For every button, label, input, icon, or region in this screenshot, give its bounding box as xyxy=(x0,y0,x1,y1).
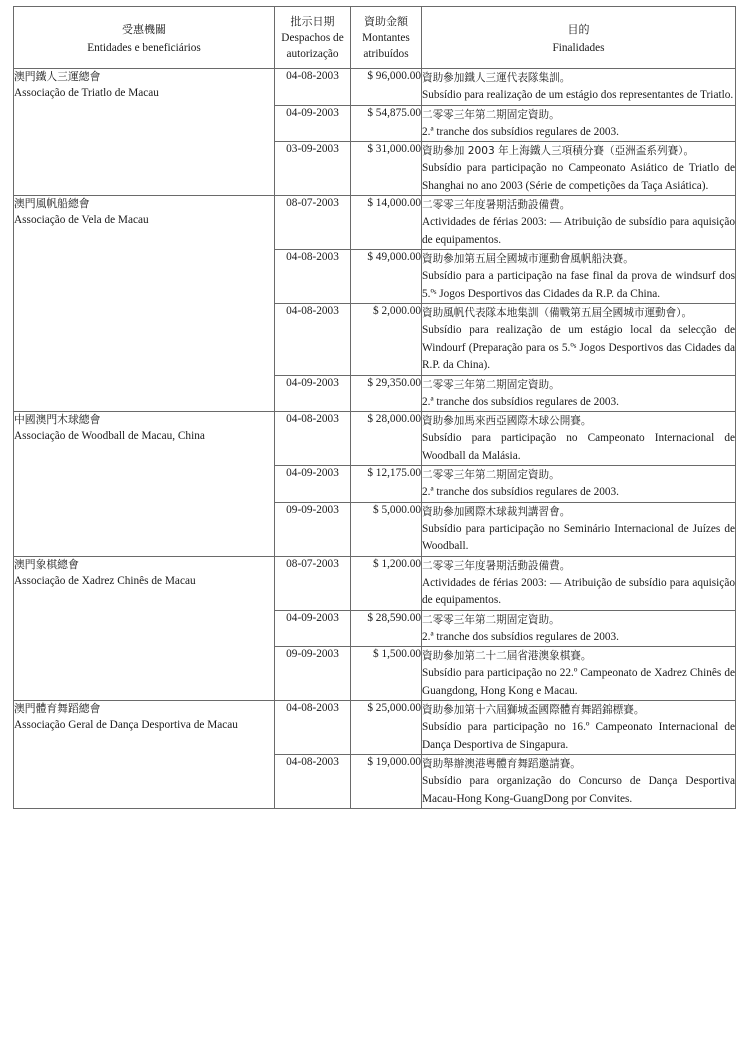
header-entities-pt: Entidades e beneficiários xyxy=(87,41,201,54)
header-entities xyxy=(14,7,275,69)
table-row xyxy=(14,701,736,755)
header-date-zh: 批示日期 xyxy=(290,14,335,28)
purpose-cell xyxy=(422,69,736,106)
purpose-pt: 2.ª tranche dos subsídios regulares de 2003. xyxy=(422,630,620,643)
date-cell: 04-09-2003 xyxy=(275,105,351,142)
amount-cell: $ 1,200.00 xyxy=(351,556,422,610)
date-cell: 03-09-2003 xyxy=(275,142,351,196)
header-amount-pt-2: atribuídos xyxy=(363,47,409,60)
date-cell: 04-08-2003 xyxy=(275,701,351,755)
header-purpose-zh: 目的 xyxy=(567,22,590,36)
date-cell: 04-09-2003 xyxy=(275,610,351,647)
purpose-pt: Actividades de férias 2003: — Atribuição de subsídio para aquisição de equipamentos. xyxy=(422,216,735,246)
entity-name-zh: 澳門體育舞蹈總會 xyxy=(14,702,101,715)
amount-cell: $ 12,175.00 xyxy=(351,466,422,503)
date-cell: 04-08-2003 xyxy=(275,412,351,466)
purpose-zh: 資助參加鐵人三運代表隊集訓。 xyxy=(422,72,571,84)
amount-cell: $ 14,000.00 xyxy=(351,196,422,250)
purpose-zh: 二零零三年度暑期活動設備費。 xyxy=(422,559,571,572)
purpose-pt: Subsídio para participação no Campeonato Internacional de Woodball da Malásia. xyxy=(422,432,735,462)
entity-name-pt: Associação de Xadrez Chinês de Macau xyxy=(14,574,196,587)
amount-cell: $ 19,000.00 xyxy=(351,755,422,809)
entity-name-pt: Associação Geral de Dança Desportiva de Macau xyxy=(14,719,238,731)
grants-table xyxy=(13,6,736,809)
entity-name-zh: 澳門鐵人三運總會 xyxy=(14,70,101,83)
purpose-cell xyxy=(422,412,736,466)
purpose-pt: 2.ª tranche dos subsídios regulares de 2003. xyxy=(422,125,620,138)
purpose-pt: 2.ª tranche dos subsídios regulares de 2003. xyxy=(422,395,620,408)
purpose-cell xyxy=(422,466,736,503)
date-cell: 04-09-2003 xyxy=(275,466,351,503)
entity-cell xyxy=(14,556,275,701)
amount-cell: $ 1,500.00 xyxy=(351,647,422,701)
purpose-cell xyxy=(422,196,736,250)
purpose-zh: 資助風帆代表隊本地集訓（備戰第五屆全國城市運動會）。 xyxy=(422,307,693,319)
amount-cell: $ 96,000.00 xyxy=(351,69,422,106)
purpose-cell xyxy=(422,755,736,809)
header-date-pt-1: Despachos de xyxy=(281,31,344,44)
purpose-cell xyxy=(422,304,736,376)
purpose-zh: 資助舉辦澳港粵體育舞蹈邀請賽。 xyxy=(422,758,581,770)
header-amount-zh: 資助金額 xyxy=(364,14,408,28)
purpose-cell xyxy=(422,375,736,412)
amount-cell: $ 29,350.00 xyxy=(351,375,422,412)
date-cell: 08-07-2003 xyxy=(275,556,351,610)
purpose-cell xyxy=(422,502,736,556)
purpose-zh: 資助參加第二十二屆省港澳象棋賽。 xyxy=(422,650,592,662)
purpose-zh: 資助參加馬來西亞國際木球公開賽。 xyxy=(422,415,592,427)
date-cell: 04-08-2003 xyxy=(275,304,351,376)
purpose-pt: Subsídio para participação no 16.º Campeonato Internacional de Dança Desportiva de Singapura. xyxy=(422,721,735,751)
amount-cell: $ 49,000.00 xyxy=(351,250,422,304)
entity-name-pt: Associação de Triatlo de Macau xyxy=(14,87,159,99)
purpose-pt: Actividades de férias 2003: — Atribuição de subsídio para aquisição de equipamentos. xyxy=(422,576,735,606)
entity-cell xyxy=(14,196,275,412)
header-purpose xyxy=(422,7,736,69)
purpose-zh: 二零零三年第二期固定資助。 xyxy=(422,469,560,481)
date-cell: 09-09-2003 xyxy=(275,502,351,556)
purpose-pt: Subsídio para participação no Seminário Internacional de Juízes de Woodball. xyxy=(422,522,735,552)
purpose-cell xyxy=(422,701,736,755)
header-purpose-pt: Finalidades xyxy=(552,41,605,54)
amount-cell: $ 25,000.00 xyxy=(351,701,422,755)
purpose-zh: 資助參加第十六屆獅城盃國際體育舞蹈錦標賽。 xyxy=(422,704,645,716)
table-row xyxy=(14,69,736,106)
table-row xyxy=(14,556,736,610)
purpose-pt: 2.ª tranche dos subsídios regulares de 2003. xyxy=(422,486,620,498)
purpose-zh: 資助參加 2003 年上海鐵人三項積分賽（亞洲盃系列賽）。 xyxy=(422,145,695,157)
date-cell: 04-09-2003 xyxy=(275,375,351,412)
date-cell: 04-08-2003 xyxy=(275,755,351,809)
purpose-cell xyxy=(422,556,736,610)
date-cell: 04-08-2003 xyxy=(275,250,351,304)
entity-cell xyxy=(14,701,275,809)
purpose-cell xyxy=(422,142,736,196)
table-header-row xyxy=(14,7,736,69)
header-date-pt-2: autorização xyxy=(286,47,339,60)
header-entities-zh: 受惠機關 xyxy=(122,22,166,36)
purpose-cell xyxy=(422,610,736,647)
entity-name-pt: Associação de Vela de Macau xyxy=(14,214,149,226)
amount-cell: $ 28,000.00 xyxy=(351,412,422,466)
purpose-zh: 二零零三年第二期固定資助。 xyxy=(422,108,560,121)
date-cell: 09-09-2003 xyxy=(275,647,351,701)
header-date xyxy=(275,7,351,69)
purpose-pt: Subsídio para realização de um estágio local da selecção de Windourf (Preparação para os 5.ºˢ Jogos Desportivos das Cidades da R.P. da China). xyxy=(422,324,735,371)
purpose-zh: 二零零三年第二期固定資助。 xyxy=(422,378,560,391)
date-cell: 08-07-2003 xyxy=(275,196,351,250)
purpose-zh: 二零零三年第二期固定資助。 xyxy=(422,613,560,626)
header-amount xyxy=(351,7,422,69)
purpose-cell xyxy=(422,105,736,142)
header-amount-pt-1: Montantes xyxy=(362,31,410,44)
table-row xyxy=(14,412,736,466)
purpose-pt: Subsídio para participação no Campeonato Asiático de Triatlo de Shanghai no ano 2003 (Série de competições da Taça Asiática). xyxy=(422,162,735,192)
purpose-zh: 資助參加第五屆全國城市運動會風帆船決賽。 xyxy=(422,253,634,265)
amount-cell: $ 54,875.00 xyxy=(351,105,422,142)
purpose-pt: Subsídio para organização do Concurso de Dança Desportiva Macau-Hong Kong-GuangDong por Convites. xyxy=(422,775,735,805)
amount-cell: $ 5,000.00 xyxy=(351,502,422,556)
entity-name-zh: 澳門象棋總會 xyxy=(14,557,79,571)
entity-cell xyxy=(14,69,275,196)
purpose-pt: Subsídio para a participação na fase final da prova de windsurf dos 5.ºˢ Jogos Desportivos das Cidades da R.P. da China. xyxy=(422,270,735,300)
amount-cell: $ 2,000.00 xyxy=(351,304,422,376)
purpose-pt: Subsídio para participação no 22.º Campeonato de Xadrez Chinês de Guangdong, Hong Kong e Macau. xyxy=(422,667,735,697)
amount-cell: $ 28,590.00 xyxy=(351,610,422,647)
entity-name-zh: 澳門風帆船總會 xyxy=(14,197,90,210)
amount-cell: $ 31,000.00 xyxy=(351,142,422,196)
entity-name-zh: 中國澳門木球總會 xyxy=(14,413,101,426)
purpose-zh: 二零零三年度暑期活動設備費。 xyxy=(422,199,571,211)
entity-name-pt: Associação de Woodball de Macau, China xyxy=(14,430,205,442)
entity-cell xyxy=(14,412,275,557)
purpose-cell xyxy=(422,250,736,304)
table-row xyxy=(14,196,736,250)
purpose-pt: Subsídio para realização de um estágio dos representantes de Triatlo. xyxy=(422,89,734,101)
purpose-cell xyxy=(422,647,736,701)
date-cell: 04-08-2003 xyxy=(275,69,351,106)
purpose-zh: 資助參加國際木球裁判講習會。 xyxy=(422,505,571,518)
